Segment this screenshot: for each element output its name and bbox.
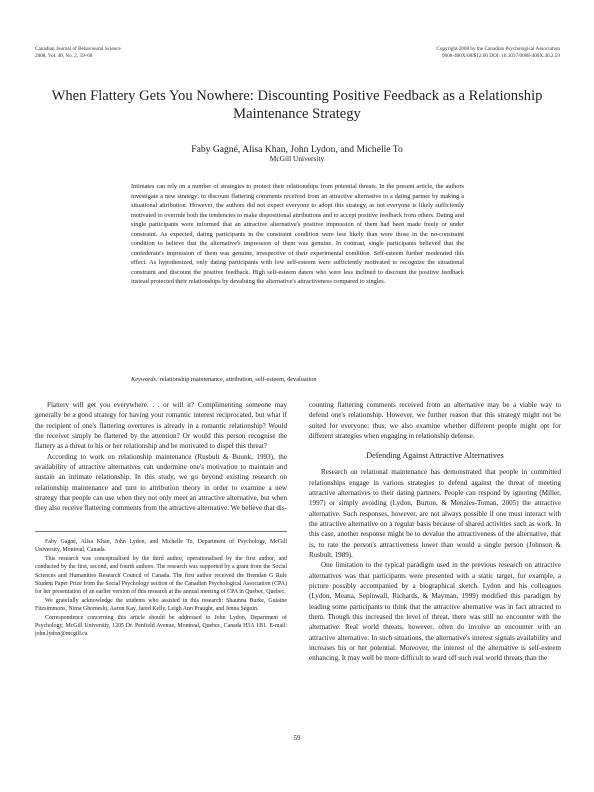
author-list: Faby Gagné, Alisa Khan, John Lydon, and Michelle To bbox=[191, 144, 403, 155]
running-header-left bbox=[35, 46, 121, 59]
abstract: Intimates can rely on a number of strategies to protect their relationships from potential threats. In the present article, the authors investigate a new strategy: to discount flattering comments received from an attractive alternative to a dating partner by making a situational attribution. However, the authors did not expect everyone to adopt this strategy, as not everyone is likely sufficiently motivated to override both the tendencies to make dispositional attributions and to accept positive feedback from others. Dating and single participants were informed that an attractive alternative's positive impression of them had been made freely or under constraint. As expected, dating participants in the constraint condition were less likely than were those in the no-constraint condition to believe that the alternative's impression of them was genuine. In contrast, single participants believed that the confederate's impression of them was genuine, irrespective of their experimental condition. Self-esteem further moderated this effect. As hypothesized, only dating participants with low self-esteem were sufficiently motivated to recognize the situational constraint and discount the positive feedback. High self-esteem daters who were less inclined to discount the positive feedback instead protected their relationships by devaluing the alternative's attractiveness compared to singles. bbox=[131, 183, 464, 286]
copyright-notice: Copyright 2008 by the Canadian Psychological Association bbox=[436, 46, 560, 52]
keywords bbox=[131, 375, 464, 384]
journal-name: Canadian Journal of Behavioural Science bbox=[35, 46, 121, 52]
left-column bbox=[35, 400, 287, 514]
footnote: This research was conceptualised by the third author, operationalised by the first author, and conducted by the first, second, and fourth authors. The research was supported by a grant from the Social Sciences and Humanities Research Council of Canada. The first author received the Brendan G Rule Student Paper Prize from the Social Psychology section of the Canadian Psychological Association (CPA) for her presentation of an earlier version of this research at the annual meeting of CPA in Quebec, Quebec. bbox=[35, 555, 287, 596]
body-paragraph: Flattery will get you everywhere. . . or will it? Complimenting someone may generally be a good strategy for having your romantic interest reciprocated, but what if the recipient of one's flattering overtures is already in a romantic relationship? Would the receiver simply be flattered by the attention? Or would this person recognise the flattery as a threat to his or her relationship and be motivated to dispel this threat? bbox=[35, 401, 287, 451]
section-heading: Defending Against Attractive Alternatives bbox=[366, 451, 504, 461]
volume-info: 2008, Vol. 40, No. 2, 59–68 bbox=[35, 52, 93, 59]
footnotes bbox=[35, 531, 287, 639]
body-paragraph: According to work on relationship maintenance (Rusbult & Buunk, 1993), the availability of attractive alternatives can undermine one's motivation to maintain and sustain an intimate relationship. In this study, we go beyond existing research on relationship maintenance and turn to attribution theory in order to examine a new strategy that people can use when they not only meet an attractive alternative, but when they also receive flattering comments from the attractive alternative. We believe that dis- bbox=[35, 452, 288, 513]
body-paragraph: counting flattering comments received from an alternative may be a viable way to defend one's relationship. However, we further reason that this strategy might not be suited for everyone; thus, we also examine whether different people might opt for different strategies when engaging in relationship defense. bbox=[309, 401, 561, 440]
affiliation: McGill University bbox=[269, 154, 325, 163]
keywords-label: Keywords: bbox=[131, 376, 159, 383]
footnote-divider bbox=[35, 531, 287, 532]
right-column bbox=[309, 400, 561, 664]
body-paragraph: Research on relational maintenance has demonstrated that people in committed relationships engage in various strategies to defend against the threat of meeting attractive alternatives to their dating partners. People can respond by ignoring (Miller, 1997) or simply avoiding (Lydon, Burton, & Menzies-Toman, 2005) the attractive alternative. Such responses, however, are not always possible if one must interact with the attractive alternative on a regular basis because of shared activities such as work. In this case, another response might be to devalue the attractiveness of the alternative, that is, to rate the person's attractiveness lower than would a single person (Johnson & Rusbult, 1989). bbox=[309, 468, 561, 559]
footnote: We gratefully acknowledge the students who assisted in this research: Shaunna Burke, Guiaine Fitzsimmons, Nima Ghomeshi, Aaron Kay, Jared Kelly, Leigh Ann Praught, and Jenna Séguin. bbox=[35, 597, 287, 613]
running-header-right bbox=[436, 46, 560, 59]
page-number: 59 bbox=[293, 734, 301, 742]
keywords-text: relationship maintenance, attribution, self-esteem, devaluation bbox=[159, 376, 317, 383]
footnote: Faby Gagné, Alisa Khan, John Lydon, and Michelle To, Department of Psychology, McGill University, Montreal, Canada. bbox=[35, 539, 287, 554]
body-paragraph: One limitation to the typical paradigm used in the previous research on attractive alternatives was that participants were presented with a static target, for example, a picture possibly accompanied by a biographical sketch. Lydon and his colleagues (Lydon, Meana, Sepinwall, Richards, & Mayman, 1999) modified this paradigm by leading some participants to think that the attractive alternative was in fact attracted to them. Though this increased the level of threat, there was still no encounter with the alternative. Real world threats, however, often do involve an encounter with an attractive alternative. In such situations, the alternative's interest signals availability and increases his or her potential. Moreover, the interest of the alternative is self-esteem enhancing. It may well be more difficult to ward off such real world threats than the bbox=[309, 561, 561, 663]
article-title: When Flattery Gets You Nowhere: Discounting Positive Feedback as a Relationship Maintenance Strategy bbox=[51, 88, 543, 122]
footnote: Correspondence concerning this article should be addressed to John Lydon, Department of Psychology, McGill University, 1205 Dr. Penfield Avenue, Montreal, Quebec, Canada H3A 1B1. E-mail: john.lydon@mcgill.ca bbox=[35, 614, 287, 638]
issn-doi: 0008-400X/08/$12.00 DOI: 10.1037/0008-400X.40.2.59 bbox=[441, 52, 560, 59]
